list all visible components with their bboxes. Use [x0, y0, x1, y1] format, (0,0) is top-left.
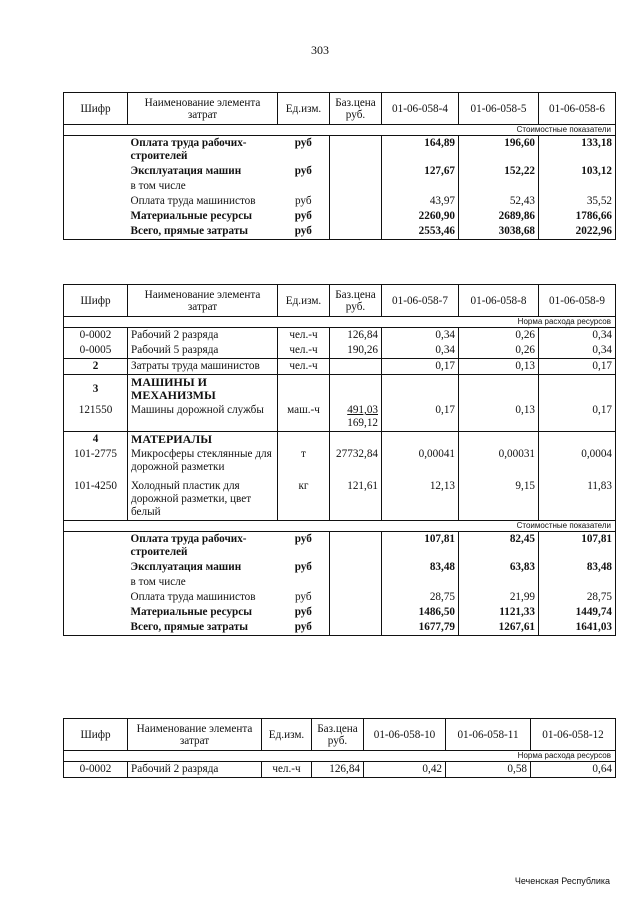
- row-value: 103,12: [539, 164, 616, 179]
- row-code: 0-0005: [64, 343, 128, 359]
- table-row: [64, 136, 616, 165]
- row-unit: чел.-ч: [262, 762, 312, 778]
- header-base-price: Баз.цена руб.: [330, 93, 382, 125]
- row-unit: руб: [294, 591, 312, 603]
- table-row: [64, 620, 616, 636]
- page-number: 303: [311, 43, 329, 57]
- table-row: [64, 179, 616, 194]
- row-name: Рабочий 2 разряда: [128, 328, 278, 344]
- footer-region: Чеченская Республика: [514, 876, 610, 886]
- cost-table-2: [63, 284, 616, 636]
- row-name: Эксплуатация машин: [130, 165, 242, 177]
- row-value: 0,13: [459, 359, 539, 375]
- table-row: [64, 194, 616, 209]
- header-col-1: 01-06-058-4: [382, 93, 459, 125]
- row-value: 0,17: [539, 403, 616, 432]
- row-value: 0,13: [459, 403, 539, 432]
- row-code: 0-0002: [64, 762, 128, 778]
- row-code: 2: [64, 359, 128, 375]
- header-name: Наименование элемента затрат: [128, 93, 278, 125]
- price-secondary: 169,12: [347, 417, 378, 429]
- row-value: 1677,79: [382, 620, 459, 636]
- row-value: 0,00031: [459, 447, 539, 475]
- row-code: 121550: [64, 403, 128, 432]
- table-row: [64, 590, 616, 605]
- row-name: МАШИНЫ И МЕХАНИЗМЫ: [128, 375, 278, 404]
- header-col-1: 01-06-058-7: [382, 285, 459, 317]
- table-row: [64, 164, 616, 179]
- row-name: Машины дорожной службы: [128, 403, 278, 432]
- section-label: Стоимостные показатели: [64, 521, 616, 532]
- row-name: Оплата труда машинистов: [130, 195, 256, 207]
- table-row: [64, 343, 616, 359]
- row-name: Затраты труда машинистов: [128, 359, 278, 375]
- table-row: [64, 224, 616, 240]
- row-value: 1786,66: [539, 209, 616, 224]
- table-row: [64, 605, 616, 620]
- row-name: Оплата труда машинистов: [130, 591, 256, 603]
- header-name: Наименование элемента затрат: [128, 719, 262, 751]
- row-value: 196,60: [459, 136, 539, 165]
- row-value: 0,64: [531, 762, 616, 778]
- row-value: 2553,46: [382, 224, 459, 240]
- row-name: Всего, прямые затраты: [128, 224, 278, 240]
- row-value: 127,67: [382, 164, 459, 179]
- row-price: 121,61: [330, 475, 382, 521]
- table-row: [64, 532, 616, 561]
- header-col-2: 01-06-058-8: [459, 285, 539, 317]
- row-unit: чел.-ч: [278, 359, 330, 375]
- row-unit: руб: [278, 224, 330, 240]
- row-value: 82,45: [459, 532, 539, 561]
- row-price: [330, 403, 382, 432]
- row-unit: руб: [294, 195, 312, 207]
- row-value: 0,34: [539, 343, 616, 359]
- row-value: 0,26: [459, 328, 539, 344]
- row-value: 107,81: [539, 532, 616, 561]
- row-code: 101-2775: [64, 447, 128, 475]
- row-value: 0,58: [446, 762, 531, 778]
- row-value: 9,15: [459, 475, 539, 521]
- header-name: Наименование элемента затрат: [128, 285, 278, 317]
- row-name: Рабочий 5 разряда: [128, 343, 278, 359]
- table-row: [64, 475, 616, 521]
- header-base-price: Баз.цена руб.: [330, 285, 382, 317]
- row-name: Материальные ресурсы: [130, 606, 252, 618]
- row-code: 4: [64, 432, 128, 448]
- row-price: 27732,84: [330, 447, 382, 475]
- header-unit: Ед.изм.: [262, 719, 312, 751]
- header-code: Шифр: [64, 93, 128, 125]
- row-value: 11,83: [539, 475, 616, 521]
- row-code: 0-0002: [64, 328, 128, 344]
- header-col-1: 01-06-058-10: [364, 719, 446, 751]
- row-value: 107,81: [382, 532, 459, 561]
- row-value: 0,34: [539, 328, 616, 344]
- row-unit: т: [278, 447, 330, 475]
- table-row: [64, 403, 616, 432]
- row-price: 126,84: [330, 328, 382, 344]
- header-col-3: 01-06-058-9: [539, 285, 616, 317]
- header-col-3: 01-06-058-12: [531, 719, 616, 751]
- row-unit: руб: [278, 532, 330, 561]
- row-value: 3038,68: [459, 224, 539, 240]
- row-value: 28,75: [382, 590, 459, 605]
- header-col-3: 01-06-058-6: [539, 93, 616, 125]
- row-value: 0,34: [382, 328, 459, 344]
- row-value: 164,89: [382, 136, 459, 165]
- row-name: Рабочий 2 разряда: [128, 762, 262, 778]
- row-name: Всего, прямые затраты: [128, 620, 278, 636]
- row-value: 35,52: [539, 194, 616, 209]
- price-base: 491,03: [347, 404, 378, 416]
- section-label: Норма расхода ресурсов: [64, 317, 616, 328]
- row-value: 1486,50: [382, 605, 459, 620]
- row-unit: кг: [278, 475, 330, 521]
- header-unit: Ед.изм.: [278, 93, 330, 125]
- row-value: 2689,86: [459, 209, 539, 224]
- header-code: Шифр: [64, 719, 128, 751]
- row-value: 83,48: [382, 560, 459, 575]
- row-unit: маш.-ч: [278, 403, 330, 432]
- row-name: в том числе: [130, 180, 186, 192]
- row-price: 190,26: [330, 343, 382, 359]
- row-value: 0,00041: [382, 447, 459, 475]
- row-value: 28,75: [539, 590, 616, 605]
- section-label: Норма расхода ресурсов: [64, 751, 616, 762]
- header-unit: Ед.изм.: [278, 285, 330, 317]
- table-row: [64, 432, 616, 448]
- row-value: 0,26: [459, 343, 539, 359]
- row-value: 1267,61: [459, 620, 539, 636]
- table-row: [64, 575, 616, 590]
- row-name: МАТЕРИАЛЫ: [128, 432, 278, 448]
- table-row: [64, 359, 616, 375]
- row-value: 21,99: [459, 590, 539, 605]
- table-row: [64, 447, 616, 475]
- row-name: Эксплуатация машин: [130, 561, 242, 573]
- row-value: 2022,96: [539, 224, 616, 240]
- row-unit: руб: [294, 165, 312, 177]
- row-value: 1121,33: [459, 605, 539, 620]
- section-label: Стоимостные показатели: [64, 125, 616, 136]
- row-value: 0,34: [382, 343, 459, 359]
- row-code: 3: [64, 375, 128, 404]
- header-base-price: Баз.цена руб.: [312, 719, 364, 751]
- row-value: 152,22: [459, 164, 539, 179]
- table-row: [64, 375, 616, 404]
- row-name: Микросферы стеклянные для дорожной разметки: [128, 447, 278, 475]
- row-value: 0,17: [539, 359, 616, 375]
- row-price: 126,84: [312, 762, 364, 778]
- table-row: [64, 328, 616, 344]
- row-value: 83,48: [539, 560, 616, 575]
- table-row: [64, 762, 616, 778]
- row-name: Оплата труда рабочих-строителей: [128, 136, 278, 165]
- table-row: [64, 560, 616, 575]
- row-unit: руб: [294, 210, 312, 222]
- row-value: 52,43: [459, 194, 539, 209]
- row-unit: руб: [278, 136, 330, 165]
- row-value: 12,13: [382, 475, 459, 521]
- row-name: в том числе: [130, 576, 186, 588]
- row-unit: руб: [278, 620, 330, 636]
- row-name: Холодный пластик для дорожной разметки, цвет белый: [128, 475, 278, 521]
- row-name: Материальные ресурсы: [130, 210, 252, 222]
- row-value: 0,17: [382, 359, 459, 375]
- row-value: 63,83: [459, 560, 539, 575]
- cost-table-1: [63, 92, 616, 240]
- row-unit: чел.-ч: [278, 328, 330, 344]
- header-col-2: 01-06-058-5: [459, 93, 539, 125]
- row-unit: чел.-ч: [278, 343, 330, 359]
- row-unit: руб: [294, 606, 312, 618]
- row-name: Оплата труда рабочих-строителей: [128, 532, 278, 561]
- row-value: 1449,74: [539, 605, 616, 620]
- cost-table-3: [63, 718, 616, 778]
- header-code: Шифр: [64, 285, 128, 317]
- row-value: 0,0004: [539, 447, 616, 475]
- row-value: 0,17: [382, 403, 459, 432]
- row-unit: руб: [294, 561, 312, 573]
- row-value: 0,42: [364, 762, 446, 778]
- row-value: 2260,90: [382, 209, 459, 224]
- row-value: 133,18: [539, 136, 616, 165]
- header-col-2: 01-06-058-11: [446, 719, 531, 751]
- table-row: [64, 209, 616, 224]
- row-value: 1641,03: [539, 620, 616, 636]
- row-code: 101-4250: [64, 475, 128, 521]
- row-value: 43,97: [382, 194, 459, 209]
